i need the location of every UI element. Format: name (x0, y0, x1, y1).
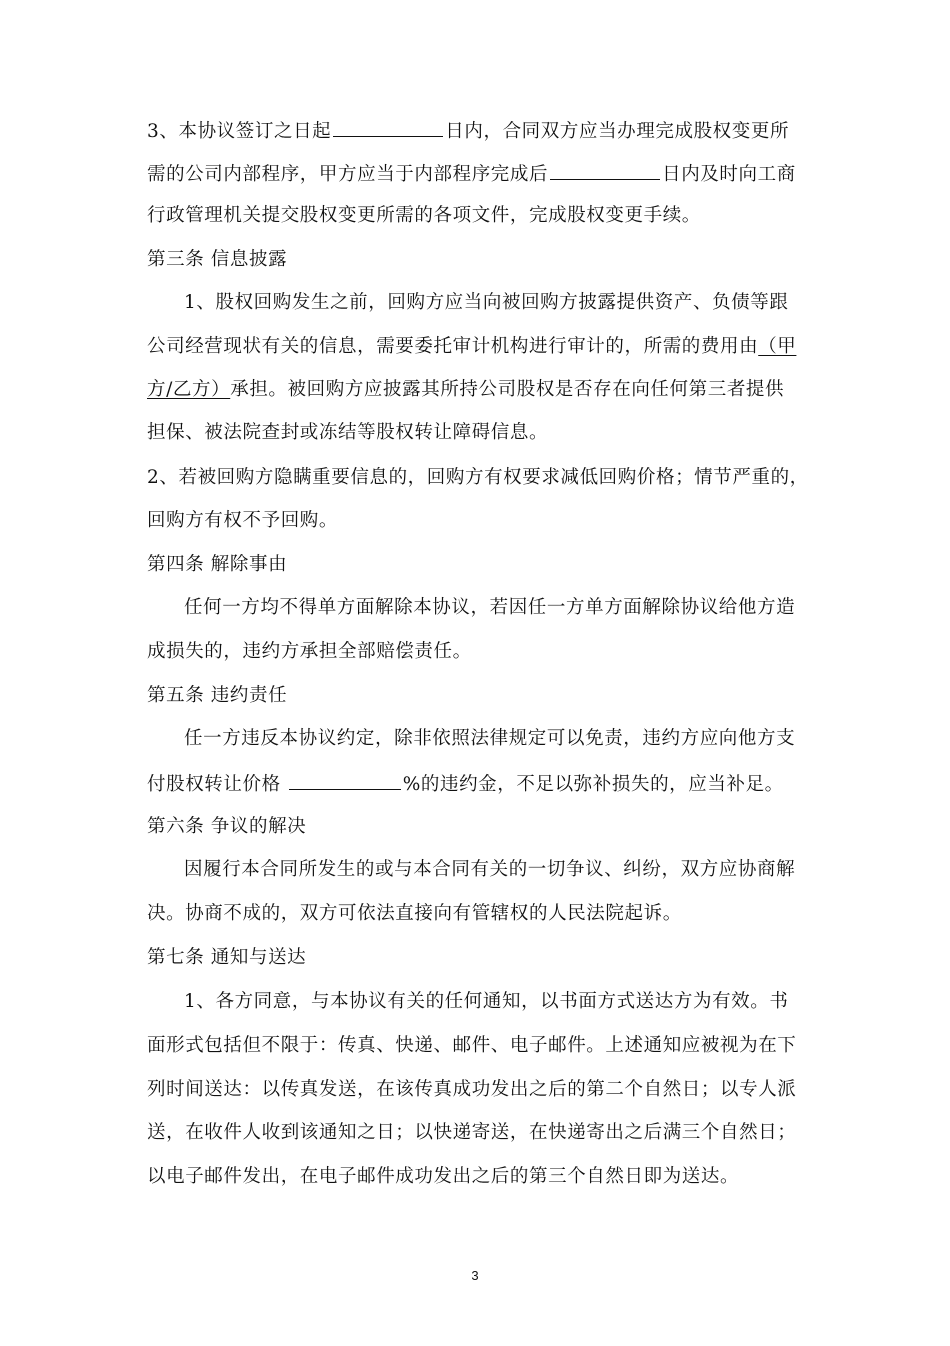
paragraph-3-line-2 (147, 161, 796, 187)
article-6-line-2: 决。协商不成的，双方可依法直接向有管辖权的人民法院起诉。 (147, 903, 682, 924)
article-4-heading: 第四条 解除事由 (147, 554, 288, 575)
paragraph-3-line-1 (147, 118, 789, 144)
text-run: 日内，合同双方应当办理完成股权变更所 (445, 121, 790, 142)
article-4-line-2: 成损失的，违约方承担全部赔偿责任。 (147, 641, 472, 662)
text-run: 公司经营现状有关的信息，需要委托审计机构进行审计的，所需的费用由 (147, 336, 759, 357)
article-3-heading: 第三条 信息披露 (147, 249, 288, 270)
article-7-clause-1-line-3: 列时间送达：以传真发送，在该传真成功发出之后的第二个自然日；以专人派 (147, 1079, 797, 1100)
party-choice-underlined: 方/乙方） (147, 379, 231, 400)
article-3-clause-2-line-2: 回购方有权不予回购。 (147, 510, 339, 531)
article-5-heading: 第五条 违约责任 (147, 685, 288, 706)
article-3-clause-1-line-3 (147, 378, 784, 402)
article-3-clause-1-line-4: 担保、被法院查封或冻结等股权转让障碍信息。 (147, 422, 549, 443)
article-7-clause-1-line-2: 面形式包括但不限于：传真、快递、邮件、电子邮件。上述通知应被视为在下 (147, 1035, 797, 1056)
article-7-clause-1-line-5: 以电子邮件发出，在电子邮件成功发出之后的第三个自然日即为送达。 (147, 1166, 740, 1187)
article-4-line-1: 任何一方均不得单方面解除本协议，若因任一方单方面解除协议给他方造 (184, 597, 796, 618)
article-3-clause-1-line-2 (147, 335, 796, 359)
paragraph-3-line-3: 行政管理机关提交股权变更所需的各项文件，完成股权变更手续。 (147, 205, 701, 226)
party-choice-underlined: （甲 (758, 336, 797, 357)
text-run: 日内及时向工商 (662, 164, 796, 185)
article-5-line-2 (147, 771, 784, 797)
page-number: 3 (471, 1268, 479, 1283)
blank-days-filing (550, 161, 660, 180)
article-6-heading: 第六条 争议的解决 (147, 816, 307, 837)
text-run: 付股权转让价格 (147, 774, 281, 795)
text-run: 需的公司内部程序，甲方应当于内部程序完成后 (147, 164, 549, 185)
article-7-clause-1-line-4: 送，在收件人收到该通知之日；以快递寄送，在快递寄出之后满三个自然日； (147, 1122, 797, 1143)
text-run: %的违约金，不足以弥补损失的，应当补足。 (402, 774, 784, 795)
blank-days-signing (333, 118, 443, 137)
text-run: 承担。被回购方应披露其所持公司股权是否存在向任何第三者提供 (230, 379, 785, 400)
article-7-heading: 第七条 通知与送达 (147, 947, 307, 968)
blank-penalty-percent (289, 771, 401, 790)
article-7-clause-1-line-1: 1、各方同意，与本协议有关的任何通知，以书面方式送达方为有效。书 (184, 991, 789, 1012)
article-3-clause-2-line-1: 2、若被回购方隐瞒重要信息的，回购方有权要求减低回购价格；情节严重的， (147, 467, 809, 488)
article-5-line-1: 任一方违反本协议约定，除非依照法律规定可以免责，违约方应向他方支 (184, 728, 796, 749)
article-6-line-1: 因履行本合同所发生的或与本合同有关的一切争议、纠纷，双方应协商解 (184, 859, 796, 880)
text-run: 3、本协议签订之日起 (147, 121, 332, 142)
article-3-clause-1-line-1: 1、股权回购发生之前，回购方应当向被回购方披露提供资产、负债等跟 (184, 292, 789, 313)
